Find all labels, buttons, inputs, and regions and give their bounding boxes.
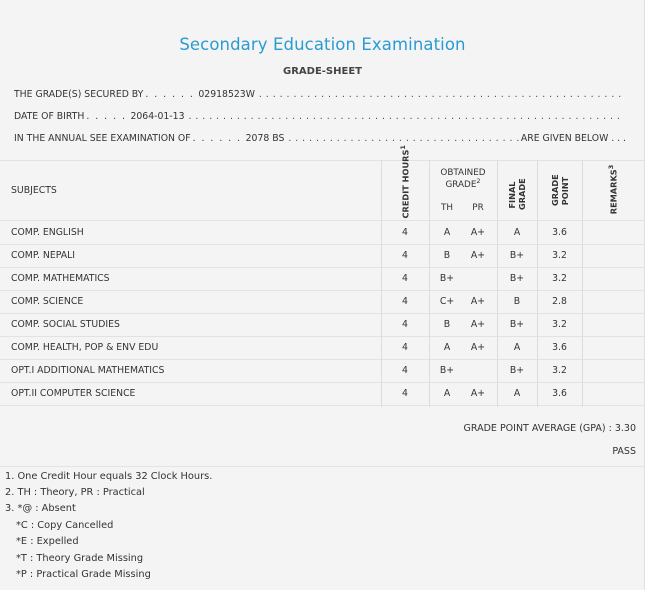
info-dob: DATE OF BIRTH . . . . . 2064-01-13 . . . (14, 111, 626, 125)
cell-subject: COMP. SCIENCE (11, 296, 84, 307)
row-divider (0, 267, 645, 268)
cell-final: A (513, 388, 521, 399)
cell-th: B (443, 250, 451, 261)
header-pr: PR (472, 203, 484, 213)
result-status: PASS (612, 446, 636, 457)
gpa-summary: GRADE POINT AVERAGE (GPA) : 3.30 (463, 423, 636, 434)
table-header-border (0, 220, 645, 221)
cell-pr: A+ (470, 319, 486, 330)
row-divider (0, 313, 645, 314)
col-divider (429, 160, 430, 407)
cell-th: C+ (439, 296, 455, 307)
cell-subject: COMP. HEALTH, POP & ENV EDU (11, 342, 159, 353)
secured-by-label: THE GRADE(S) SECURED BY (14, 89, 144, 100)
cell-subject: OPT.I ADDITIONAL MATHEMATICS (11, 365, 165, 376)
cell-credit: 4 (402, 342, 408, 353)
cell-th: A (443, 342, 451, 353)
info-exam: IN THE ANNUAL SEE EXAMINATION OF . . . . . . 2078 BS . . . ARE GIVEN BELOW . . . (14, 133, 626, 147)
cell-credit: 4 (402, 273, 408, 284)
cell-grade-point: 3.6 (552, 227, 567, 238)
header-th: TH (441, 203, 453, 213)
exam-year: 2078 BS (245, 133, 285, 144)
cell-th: B+ (439, 365, 455, 376)
cell-credit: 4 (402, 250, 408, 261)
cell-grade-point: 3.2 (552, 273, 567, 284)
cell-pr: A+ (470, 342, 486, 353)
cell-subject: COMP. ENGLISH (11, 227, 84, 238)
cell-final: B+ (509, 319, 525, 330)
header-obtained-grade: OBTAINED GRADE$^2$ (440, 168, 486, 190)
cell-grade-point: 3.2 (552, 365, 567, 376)
row-divider (0, 244, 645, 245)
footnote: *E : Expelled (16, 536, 79, 547)
cell-subject: COMP. MATHEMATICS (11, 273, 110, 284)
row-divider (0, 290, 645, 291)
footnote: 2. TH : Theory, PR : Practical (5, 487, 145, 498)
cell-grade-point: 3.2 (552, 319, 567, 330)
cell-pr: A+ (470, 296, 486, 307)
cell-grade-point: 2.8 (552, 296, 567, 307)
cell-final: B+ (509, 365, 525, 376)
symbol-number: 02918523W (198, 89, 255, 100)
cell-credit: 4 (402, 365, 408, 376)
cell-subject: COMP. NEPALI (11, 250, 76, 261)
header-subjects: SUBJECTS (11, 185, 57, 196)
row-divider (0, 336, 645, 337)
cell-pr: A+ (470, 250, 486, 261)
footnote: *P : Practical Grade Missing (16, 569, 151, 580)
cell-subject: OPT.II COMPUTER SCIENCE (11, 388, 136, 399)
cell-final: A (513, 342, 521, 353)
cell-credit: 4 (402, 319, 408, 330)
cell-final: B+ (509, 273, 525, 284)
cell-pr: A+ (470, 388, 486, 399)
cell-th: A (443, 227, 451, 238)
sheet-subtitle: GRADE-SHEET (283, 66, 362, 77)
info-secured-by: THE GRADE(S) SECURED BY . . . . . . 02918523W . . . (14, 89, 626, 103)
cell-final: B (513, 296, 521, 307)
col-divider (582, 160, 583, 407)
cell-subject: COMP. SOCIAL STUDIES (11, 319, 120, 330)
cell-th: B+ (439, 273, 455, 284)
header-remarks: REMARKS$^3$ (606, 164, 619, 215)
cell-credit: 4 (402, 296, 408, 307)
cell-credit: 4 (402, 227, 408, 238)
cell-grade-point: 3.6 (552, 342, 567, 353)
table-top-border (0, 160, 645, 161)
row-divider (0, 359, 645, 360)
exam-title: Secondary Education Examination (179, 35, 466, 54)
row-divider (0, 382, 645, 383)
cell-final: A (513, 227, 521, 238)
cell-final: B+ (509, 250, 525, 261)
given-below: ARE GIVEN BELOW . . . (520, 133, 626, 144)
footnote: 1. One Credit Hour equals 32 Clock Hours. (5, 471, 213, 482)
cell-pr: A+ (470, 227, 486, 238)
dob-value: 2064-01-13 (130, 111, 185, 122)
header-credit-hours: CREDIT HOURS$^1$ (398, 145, 411, 219)
exam-label: IN THE ANNUAL SEE EXAMINATION OF (14, 133, 191, 144)
footnote: *T : Theory Grade Missing (16, 553, 144, 564)
row-divider (0, 405, 645, 406)
cell-credit: 4 (402, 388, 408, 399)
header-grade-point: GRADE POINT (550, 174, 570, 206)
header-final-grade: FINAL GRADE (507, 178, 527, 210)
cell-grade-point: 3.2 (552, 250, 567, 261)
cell-th: B (443, 319, 451, 330)
dob-label: DATE OF BIRTH (14, 111, 85, 122)
footnote: *C : Copy Cancelled (16, 520, 114, 531)
cell-grade-point: 3.6 (552, 388, 567, 399)
cell-th: A (443, 388, 451, 399)
notes-divider (0, 466, 645, 467)
footnote: 3. *@ : Absent (5, 503, 76, 514)
